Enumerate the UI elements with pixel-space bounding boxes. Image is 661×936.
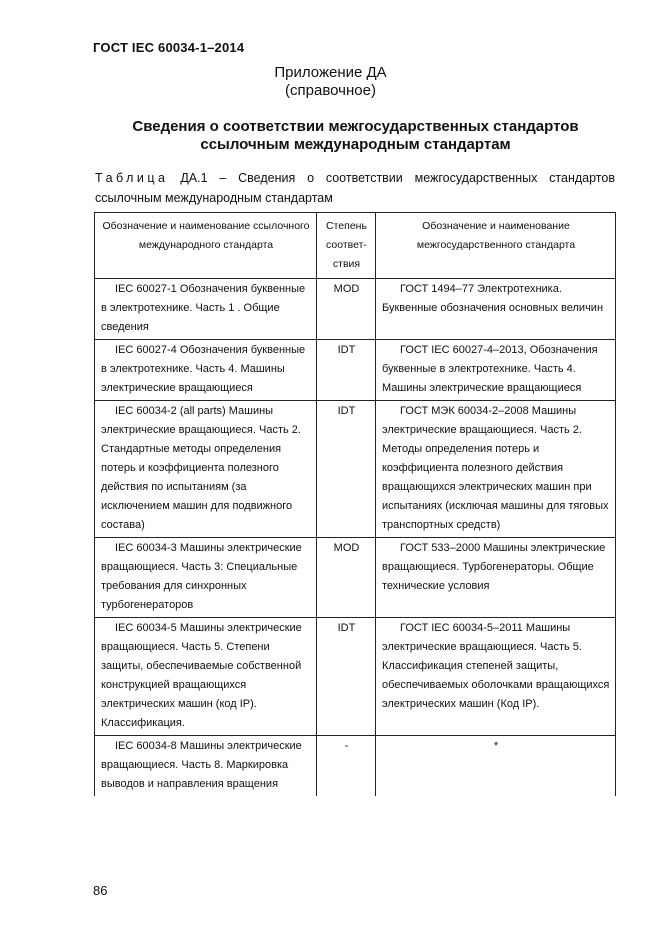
cell-degree: IDT	[317, 401, 376, 538]
cell-degree: IDT	[317, 618, 376, 736]
table-row	[95, 279, 616, 340]
cell-interstate: ГОСТ 533–2000 Машины электрические вращающиеся. Турбогенераторы. Общие технические условия	[376, 538, 616, 618]
cell-degree: MOD	[317, 279, 376, 340]
table-caption	[95, 168, 615, 208]
header-degree: Степень соответ-ствия	[317, 213, 376, 279]
table-header-row	[95, 213, 616, 279]
cell-interstate: ГОСТ МЭК 60034-2–2008 Машины электрические вращающиеся. Часть 2. Методы определения потерь и коэффициента полезного действия вращающихся электрических машин при испытаниях (исключая машины для тяговых транспортных средств)	[376, 401, 616, 538]
appendix-subtitle: (справочное)	[285, 82, 376, 99]
table-caption-word: межгосударственных	[414, 171, 538, 185]
cell-international: IEC 60027-4 Обозначения буквенные в электротехнике. Часть 4. Машины электрические вращающиеся	[95, 340, 317, 401]
section-heading-line1: Сведения о соответствии межгосударственных стандартов	[132, 118, 579, 135]
cell-international: IEC 60034-2 (all parts) Машины электрические вращающиеся. Часть 2. Стандартные методы определения потерь и коэффициента полезного действия по испытаниям (за исключением машин для подвижного состава)	[95, 401, 317, 538]
cell-interstate: ГОСТ 1494–77 Электротехника. Буквенные обозначения основных величин	[376, 279, 616, 340]
table-caption-word: Сведения	[238, 171, 296, 185]
table-row	[95, 340, 616, 401]
header-international: Обозначение и наименование ссылочного международного стандарта	[95, 213, 317, 279]
table-caption-line1	[95, 168, 615, 188]
table-caption-word: стандартов	[549, 171, 615, 185]
table-caption-label: Таблица	[95, 171, 169, 185]
table-caption-word: соответствии	[325, 171, 403, 185]
cell-international: IEC 60034-8 Машины электрические вращающиеся. Часть 8. Маркировка выводов и направления вращения	[95, 736, 317, 797]
page-number: 86	[93, 883, 108, 898]
cell-degree: IDT	[317, 340, 376, 401]
table-row	[95, 538, 616, 618]
cell-interstate: ГОСТ IEC 60034-5–2011 Машины электрические вращающиеся. Часть 5. Классификация степеней защиты, обеспечиваемых оболочками вращающихся электрических машин (Код IP).	[376, 618, 616, 736]
header-interstate: Обозначение и наименование межгосударственного стандарта	[376, 213, 616, 279]
standards-table	[94, 212, 616, 796]
appendix-title: Приложение ДА	[274, 64, 387, 81]
section-heading-line2: ссылочным международным стандартам	[200, 136, 511, 153]
table-caption-word: о	[307, 171, 315, 185]
table-row	[95, 618, 616, 736]
cell-international: IEC 60034-5 Машины электрические вращающиеся. Часть 5. Степени защиты, обеспечиваемые собственной конструкцией вращающихся электрических машин (код IP). Классификация.	[95, 618, 317, 736]
table-caption-number: ДА.1	[180, 171, 208, 185]
cell-international: IEC 60027-1 Обозначения буквенные в электротехнике. Часть 1 . Общие сведения	[95, 279, 317, 340]
cell-degree: -	[317, 736, 376, 797]
table-caption-line2: ссылочным международным стандартам	[95, 191, 333, 205]
table-caption-word: –	[219, 171, 227, 185]
cell-interstate: ГОСТ IEC 60027-4–2013, Обозначения буквенные в электротехнике. Часть 4. Машины электрические вращающиеся	[376, 340, 616, 401]
cell-interstate: *	[376, 736, 616, 797]
cell-international: IEC 60034-3 Машины электрические вращающиеся. Часть 3: Специальные требования для синхронных турбогенераторов	[95, 538, 317, 618]
standard-code: ГОСТ IEC 60034-1–2014	[93, 40, 245, 55]
table-row	[95, 401, 616, 538]
cell-degree: MOD	[317, 538, 376, 618]
table-row	[95, 736, 616, 797]
